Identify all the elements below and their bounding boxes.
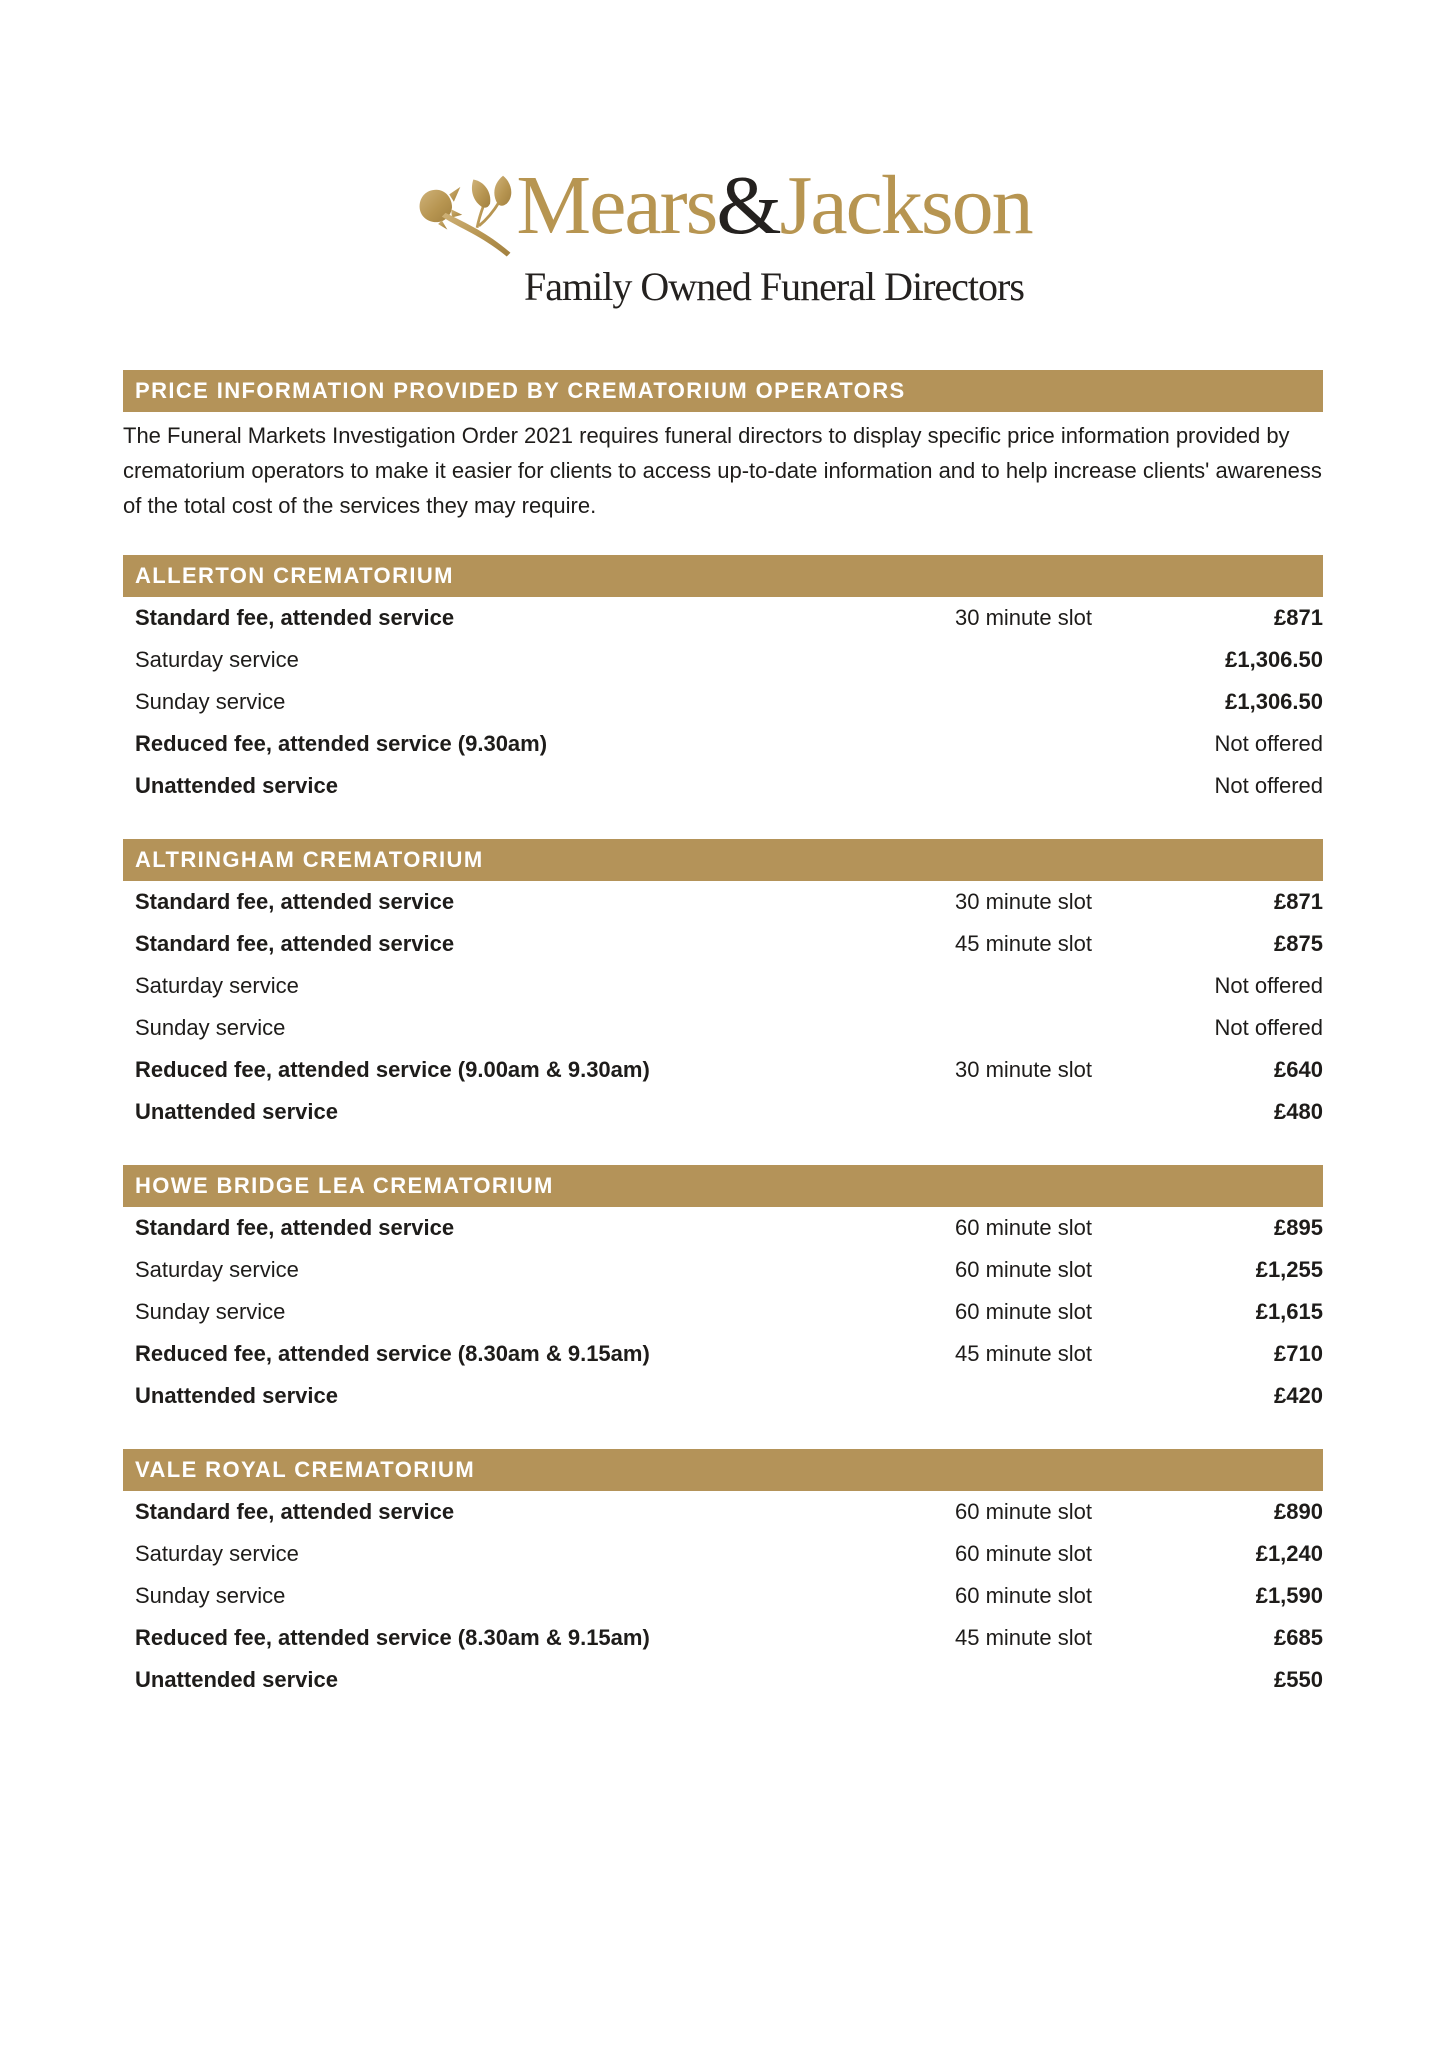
section-banner-title: HOWE BRIDGE LEA CREMATORIUM [123, 1165, 1323, 1207]
crematorium-section [123, 1165, 1323, 1417]
company-logo [414, 0, 1031, 310]
intro-section [123, 370, 1323, 523]
price-row [123, 1617, 1323, 1659]
company-name-ampersand: & [716, 159, 780, 252]
section-rows [123, 1207, 1323, 1417]
row-label: Reduced fee, attended service (8.30am & 9.15am) [135, 1341, 650, 1366]
price-row [123, 1575, 1323, 1617]
section-rows [123, 597, 1323, 807]
row-label: Standard fee, attended service [135, 1215, 455, 1240]
row-slot: 30 minute slot [955, 1057, 1092, 1082]
company-name [516, 158, 1031, 254]
price-row [123, 1659, 1323, 1701]
row-price: £895 [1274, 1215, 1323, 1240]
row-label: Unattended service [135, 1667, 338, 1692]
price-row [123, 765, 1323, 807]
row-label: Reduced fee, attended service (9.00am & 9.30am) [135, 1057, 650, 1082]
row-price: Not offered [1214, 731, 1323, 756]
logo-row [414, 158, 1031, 264]
row-price: £1,240 [1255, 1541, 1323, 1566]
row-price: £1,306.50 [1225, 689, 1323, 714]
row-label: Reduced fee, attended service (9.30am) [135, 731, 548, 756]
row-label: Saturday service [135, 1257, 299, 1282]
row-label: Standard fee, attended service [135, 1499, 455, 1524]
row-slot: 60 minute slot [955, 1499, 1092, 1524]
row-slot: 60 minute slot [955, 1299, 1092, 1324]
row-slot: 30 minute slot [955, 605, 1092, 630]
row-label: Standard fee, attended service [135, 931, 455, 956]
row-label: Unattended service [135, 1383, 338, 1408]
price-row [123, 1091, 1323, 1133]
row-label: Standard fee, attended service [135, 605, 455, 630]
row-price: £1,590 [1255, 1583, 1323, 1608]
price-row [123, 881, 1323, 923]
row-label: Standard fee, attended service [135, 889, 455, 914]
section-banner-title: VALE ROYAL CREMATORIUM [123, 1449, 1323, 1491]
company-tagline: Family Owned Funeral Directors [524, 264, 1024, 309]
intro-paragraph: The Funeral Markets Investigation Order 2021 requires funeral directors to display specific price information provided by crematorium operators to make it easier for clients to access up-to-date information and to help increase clients' awareness of the total cost of the services they may require. [123, 423, 1322, 518]
price-row [123, 723, 1323, 765]
price-row [123, 1007, 1323, 1049]
price-row [123, 923, 1323, 965]
price-row [123, 1291, 1323, 1333]
row-price: £1,615 [1255, 1299, 1323, 1324]
crematorium-section [123, 555, 1323, 807]
row-label: Saturday service [135, 647, 299, 672]
price-row [123, 965, 1323, 1007]
row-label: Sunday service [135, 1299, 286, 1324]
row-label: Reduced fee, attended service (8.30am & 9.15am) [135, 1625, 650, 1650]
row-slot: 45 minute slot [955, 931, 1092, 956]
section-banner-title: ALLERTON CREMATORIUM [123, 555, 1323, 597]
row-label: Sunday service [135, 1015, 286, 1040]
row-price: Not offered [1214, 773, 1323, 798]
row-slot: 30 minute slot [955, 889, 1092, 914]
row-label: Saturday service [135, 973, 299, 998]
section-banner-title: ALTRINGHAM CREMATORIUM [123, 839, 1323, 881]
row-price: £871 [1274, 605, 1323, 630]
price-row [123, 597, 1323, 639]
price-row [123, 1491, 1323, 1533]
row-price: £640 [1274, 1057, 1323, 1082]
row-price: £420 [1274, 1383, 1323, 1408]
row-price: £871 [1274, 889, 1323, 914]
row-price: Not offered [1214, 973, 1323, 998]
row-slot: 60 minute slot [955, 1583, 1092, 1608]
intro-banner: PRICE INFORMATION PROVIDED BY CREMATORIUM OPERATORS [123, 370, 1323, 412]
row-label: Unattended service [135, 1099, 338, 1124]
row-price: Not offered [1214, 1015, 1323, 1040]
price-row [123, 681, 1323, 723]
price-row [123, 1333, 1323, 1375]
row-slot: 60 minute slot [955, 1541, 1092, 1566]
row-slot: 60 minute slot [955, 1215, 1092, 1240]
price-row [123, 1249, 1323, 1291]
row-label: Unattended service [135, 773, 338, 798]
crematorium-section [123, 1449, 1323, 1701]
row-price: £710 [1274, 1341, 1323, 1366]
rose-icon [414, 172, 516, 264]
row-price: £1,306.50 [1225, 647, 1323, 672]
section-rows [123, 881, 1323, 1133]
section-rows [123, 1491, 1323, 1701]
row-label: Sunday service [135, 1583, 286, 1608]
company-name-part2: Jackson [779, 159, 1032, 252]
row-label: Saturday service [135, 1541, 299, 1566]
row-price: £480 [1274, 1099, 1323, 1124]
row-price: £685 [1274, 1625, 1323, 1650]
row-price: £890 [1274, 1499, 1323, 1524]
row-price: £550 [1274, 1667, 1323, 1692]
company-name-part1: Mears [516, 159, 717, 252]
crematorium-section [123, 839, 1323, 1133]
row-slot: 45 minute slot [955, 1341, 1092, 1366]
price-row [123, 1207, 1323, 1249]
price-row [123, 1533, 1323, 1575]
row-label: Sunday service [135, 689, 286, 714]
row-slot: 45 minute slot [955, 1625, 1092, 1650]
row-price: £1,255 [1255, 1257, 1323, 1282]
sections [123, 555, 1323, 1701]
row-price: £875 [1274, 931, 1323, 956]
row-slot: 60 minute slot [955, 1257, 1092, 1282]
price-row [123, 1049, 1323, 1091]
price-row [123, 639, 1323, 681]
price-row [123, 1375, 1323, 1417]
